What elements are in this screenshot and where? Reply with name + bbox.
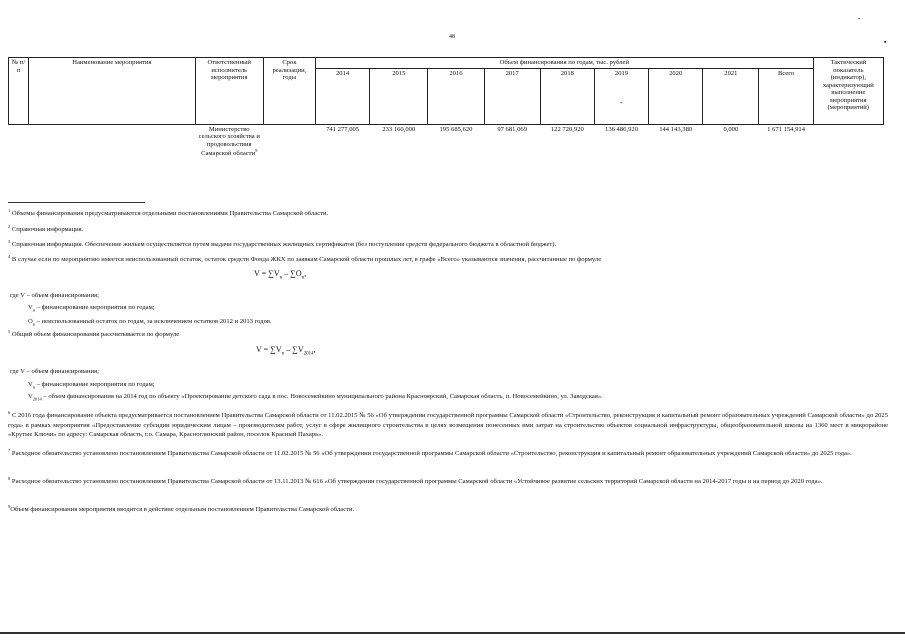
footnote-5-vn: $V_n$ – финансирование мероприятия по годам; <box>28 381 155 390</box>
col-year: 2016 <box>428 68 484 124</box>
col-year: 2017 <box>484 68 540 124</box>
footnote-5: $^5$ Общий объем финансирования рассчитывается по формуле <box>8 329 180 339</box>
table-header-row <box>9 58 884 69</box>
footnote-4-vn: $V_n$ – финансирование мероприятия по годам; <box>28 304 155 313</box>
col-year: 2015 <box>370 68 428 124</box>
cell-value: 195 685,620 <box>439 125 473 133</box>
page-bottom-border <box>0 632 905 634</box>
cell-value: 741 277,005 <box>326 125 360 133</box>
col-indicator: Тактический показатель (индикатор), характеризующий выполнение мероприятия (мероприятий) <box>813 58 883 125</box>
footnote-6: $^6$ С 2016 года финансирование объекта предусматривается постановлением Правительства Самарской области от 11.02.2015 № 56 «Об утверждении государственной программы Самарской области «Строительство, реконструкция и капитальный ремонт образовательных учреждений Самарской области» до 2025 года» в рамках мероприятия «Предоставление субсидии юридическим лицам – производителям работ, услуг в сфере жилищного строительства в целях возмещения понесенных ими затрат на строительство объектов социальной инфраструктуры, общеобразовательной школы на 1360 мест в микрорайоне «Крутые Ключи» по адресу: Самарская область, г.о. Самара, Красноглинский район, поселок Красный Пахарь». <box>8 410 888 439</box>
col-year: 2021 <box>703 68 759 124</box>
footnote-2: $^2$ Справочная информация. <box>8 224 84 234</box>
cell-value: 144 143,380 <box>659 125 693 133</box>
cell-resp: Министерство сельского хозяйства и продовольствия Самарской области$^9$ <box>198 125 260 158</box>
funding-table <box>8 57 884 159</box>
col-funding: Объем финансирования по годам, тыс. рублей <box>316 58 814 69</box>
footnote-5-v2014: $V_{2014}$ – объем финансирования на 2014 год по объекту «Проектирование детского сада в пос. Новосемейкино муниципального района Красноярский, Самарская область, п. Новосемейкино, ул. Заводская». <box>28 393 603 402</box>
formula-1: $V = \sum V_n - \sum O_n$, <box>254 269 307 281</box>
footnote-3: $^3$ Справочная информация. Обеспечение жильем осуществляется путем выдачи государственных жилищных сертификатов (без поступления средств федерального бюджета в областной бюджет). <box>8 239 557 249</box>
col-num: № п/п <box>9 58 29 125</box>
cell-value: 122 720,920 <box>550 125 584 133</box>
cell-total: 1 671 154,914 <box>767 125 805 133</box>
footnote-separator <box>8 202 145 203</box>
scan-speck: - <box>858 14 861 22</box>
col-year: 2018 <box>540 68 594 124</box>
footnote-5-where: где V – объем финансирования; <box>10 368 99 375</box>
footnote-4-where: где V – объем финансирования; <box>10 292 99 299</box>
col-term: Срок реализации, годы <box>263 58 315 125</box>
col-year: 2014 <box>316 68 370 124</box>
footnote-1: $^1$ Объемы финансирования предусматриваются отдельными постановлениями Правительства Самарской области. <box>8 208 329 218</box>
cell-value: 136 486,920 <box>605 125 638 133</box>
col-resp: Ответственный исполнитель мероприятия <box>195 58 263 125</box>
cell-value: 0,000 <box>723 125 739 133</box>
scan-speck: - <box>620 98 623 107</box>
formula-2: $V = \sum V_n - \sum V_{2014}$, <box>256 345 316 357</box>
cell-value: 233 160,000 <box>382 125 416 133</box>
col-total: Всего <box>759 68 813 124</box>
scan-speck: ▪ <box>884 38 887 46</box>
col-year: 2019 <box>594 68 648 124</box>
footnote-9: $^9$Объем финансирования мероприятия вводится в действие отдельным постановлением Правительства Самарской области. <box>8 504 355 514</box>
col-name: Наименование мероприятия <box>29 58 196 125</box>
cell-value: 97 681,069 <box>497 125 527 133</box>
table-row <box>9 124 884 159</box>
col-year: 2020 <box>649 68 703 124</box>
footnote-4: $^4$ В случае если по мероприятию имеется неиспользованный остаток, остаток средств Фонда ЖКХ по заявкам Самарской области прошлых лет, в графе «Всего» указываются значения, рассчитанные по формуле <box>8 254 602 264</box>
page-number: 48 <box>449 34 455 40</box>
footnote-8: $^8$ Расходное обязательство установлено постановлением Правительства Самарской области от 13.11.2013 № 616 «Об утверждении государственной программы Самарской области «Устойчивое развитие сельских территорий Самарской области на 2014-2017 годы и на период до 2020 года». <box>8 476 823 486</box>
footnote-4-on: $O_n$ – неиспользованный остаток по годам, за исключением остатков 2012 и 2013 годов. <box>28 318 272 327</box>
footnote-7: $^7$ Расходное обязательство установлено постановлением Правительства Самарской области от 11.02.2015 № 56 «Об утверждении государственной программы Самарской области «Строительство, реконструкция и капитальный ремонт образовательных учреждений Самарской области» до 2025 года». <box>8 448 852 458</box>
